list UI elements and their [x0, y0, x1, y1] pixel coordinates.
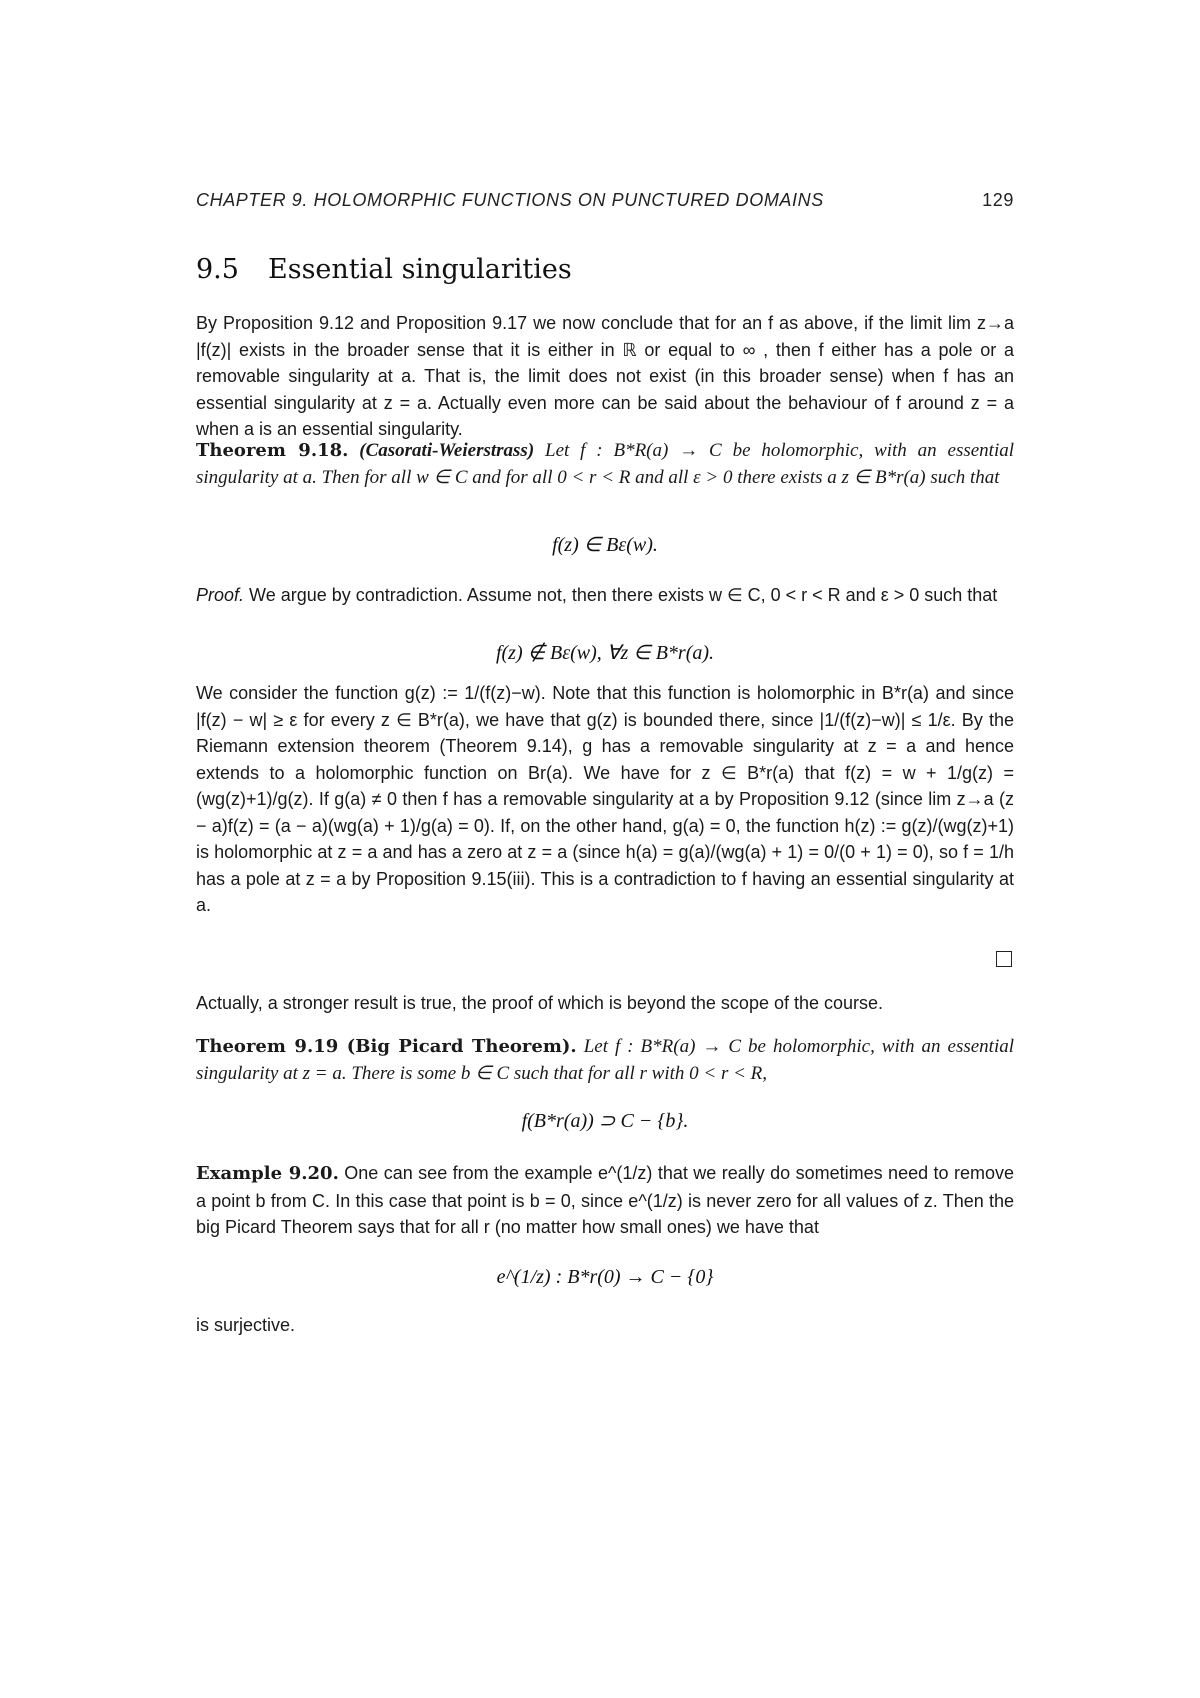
theorem-9-18-statement: Let f : B*R(a) → C be holomorphic, with an essential singularity at a. Then for all w ∈ C and for all 0 < r < R and all ε > 0 there exists a z ∈ B*r(a) such that	[196, 440, 1015, 488]
theorem-9-18-display: f(z) ∈ Bε(w).	[552, 534, 658, 556]
section-number: 9.5	[196, 254, 239, 285]
proof-label: Proof.	[196, 585, 245, 605]
theorem-9-18-name: (Casorati-Weierstrass)	[359, 440, 535, 461]
theorem-9-19	[196, 1034, 1014, 1087]
running-title: CHAPTER 9. HOLOMORPHIC FUNCTIONS ON PUNCTURED DOMAINS	[196, 190, 824, 210]
theorem-9-19-statement: Let f : B*R(a) → C be holomorphic, with an essential singularity at z = a. There is some b ∈ C such that for all r with 0 < r < R,	[196, 1036, 1015, 1084]
qed-square-icon	[996, 951, 1012, 967]
theorem-9-18-label: Theorem 9.18.	[196, 440, 349, 461]
theorem-9-18	[196, 438, 1014, 491]
intro-paragraph: By Proposition 9.12 and Proposition 9.17 we now conclude that for an f as above, if the limit lim z→a |f(z)| exists in the broader sense that it is either in ℝ or equal to ∞ , then f either has a pole or a removable singularity at a. That is, the limit does not exist (in this broader sense) when f has an essential singularity at z = a. Actually even more can be said about the behaviour of f around z = a when a is an essential singularity.	[196, 313, 1014, 439]
proof-paragraph-1	[196, 582, 1014, 609]
example-9-20-label: Example 9.20.	[196, 1163, 339, 1184]
proof-paragraph-2: We consider the function g(z) := 1/(f(z)−w). Note that this function is holomorphic in B*r(a) and since |f(z) − w| ≥ ε for every z ∈ B*r(a), we have that g(z) is bounded there, since |1/(f(z)−w)| ≤ 1/ε. By the Riemann extension theorem (Theorem 9.14), g has a removable singularity at z = a and hence extends to a holomorphic function on Br(a). We have for z ∈ B*r(a) that f(z) = w + 1/g(z) = (wg(z)+1)/g(z). If g(a) ≠ 0 then f has a removable singularity at a by Proposition 9.12 (since lim z→a (z − a)f(z) = (a − a)(wg(a) + 1)/g(a) = 0). If, on the other hand, g(a) = 0, the function h(z) := g(z)/(wg(z)+1) is holomorphic at z = a and has a zero at z = a (since h(a) = g(a)/(wg(a) + 1) = 0/(0 + 1) = 0), so f = 1/h has a pole at z = a by Proposition 9.15(iii). This is a contradiction to f having an essential singularity at a.	[196, 683, 1014, 915]
example-9-20	[196, 1160, 1014, 1241]
remark-paragraph: Actually, a stronger result is true, the proof of which is beyond the scope of the course.	[196, 993, 884, 1013]
example-9-20-text: One can see from the example e^(1/z) that we really do sometimes need to remove a point b from C. In this case that point is b = 0, since e^(1/z) is never zero for all values of z. Then the big Picard Theorem says that for all r (no matter how small ones) we have that	[196, 1163, 1014, 1237]
proof-display: f(z) ∉ Bε(w), ∀z ∈ B*r(a).	[495, 642, 715, 664]
page-number: 129	[982, 190, 1014, 210]
section-heading	[196, 254, 572, 285]
example-9-20-closing: is surjective.	[196, 1315, 296, 1335]
theorem-9-19-label: Theorem 9.19 (Big Picard Theorem).	[196, 1036, 577, 1057]
proof-text-1: We argue by contradiction. Assume not, then there exists w ∈ C, 0 < r < R and ε > 0 such that	[249, 585, 998, 605]
example-9-20-display: e^(1/z) : B*r(0) → C − {0}	[496, 1266, 714, 1288]
theorem-9-19-display: f(B*r(a)) ⊃ C − {b}.	[521, 1110, 689, 1132]
section-title: Essential singularities	[268, 254, 572, 285]
running-header	[196, 190, 1014, 211]
